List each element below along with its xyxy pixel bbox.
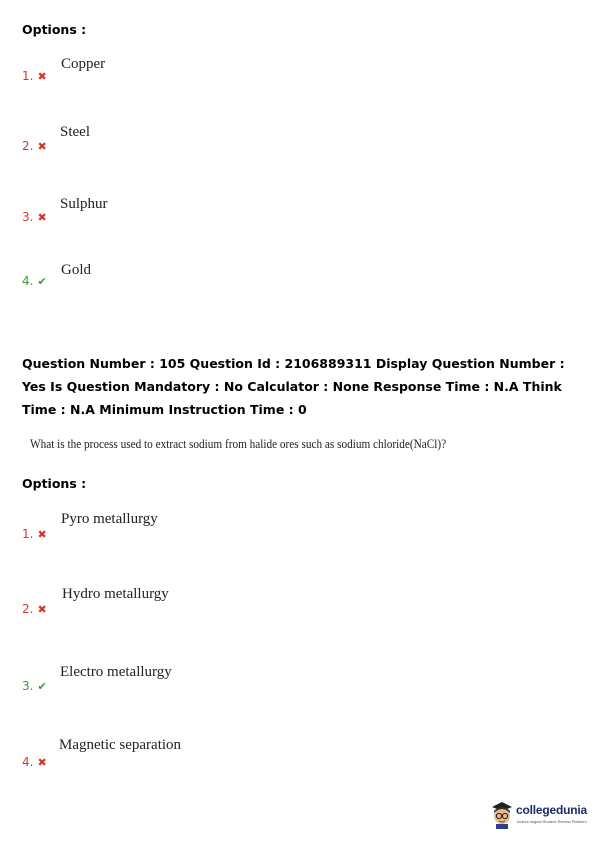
option-number: 1. ✖ [22, 527, 47, 541]
question-text: What is the process used to extract sodium from halide ores such as sodium chloride(NaCl)? [30, 437, 447, 451]
option-number: 2. ✖ [22, 602, 47, 616]
option-text: Steel [60, 124, 90, 140]
brand-name: collegedunia [516, 803, 587, 817]
option-number: 4. ✖ [22, 755, 47, 769]
wrong-mark-icon: ✖ [37, 140, 47, 153]
wrong-mark-icon: ✖ [37, 211, 47, 224]
wrong-mark-icon: ✖ [37, 756, 47, 769]
wrong-mark-icon: ✖ [37, 70, 47, 83]
brand-tagline: India's largest Student Review Platform [517, 819, 587, 824]
option-text: Magnetic separation [59, 737, 182, 753]
option-number: 3. ✔ [22, 679, 47, 693]
mascot-icon [489, 799, 515, 829]
options-label: Options : [22, 22, 87, 37]
option-text: Gold [61, 262, 91, 278]
option-text: Copper [61, 56, 106, 72]
options-label: Options : [22, 476, 87, 491]
question-meta: Question Number : 105 Question Id : 2106889311 Display Question Number : Yes Is Question Mandatory : No Calculator : None Response Time : N.A Think Time : N.A Minimum Instruction Time : 0 [22, 356, 565, 417]
option-number: 4. ✔ [22, 274, 47, 288]
option-text: Hydro metallurgy [62, 586, 169, 602]
wrong-mark-icon: ✖ [37, 603, 47, 616]
option-number: 3. ✖ [22, 210, 47, 224]
collegedunia-logo [489, 797, 589, 831]
option-text: Sulphur [60, 196, 108, 212]
option-text: Pyro metallurgy [61, 511, 158, 527]
option-number: 1. ✖ [22, 69, 47, 83]
correct-mark-icon: ✔ [37, 680, 47, 693]
wrong-mark-icon: ✖ [37, 528, 47, 541]
option-text: Electro metallurgy [60, 664, 172, 680]
option-number: 2. ✖ [22, 139, 47, 153]
correct-mark-icon: ✔ [37, 275, 47, 288]
